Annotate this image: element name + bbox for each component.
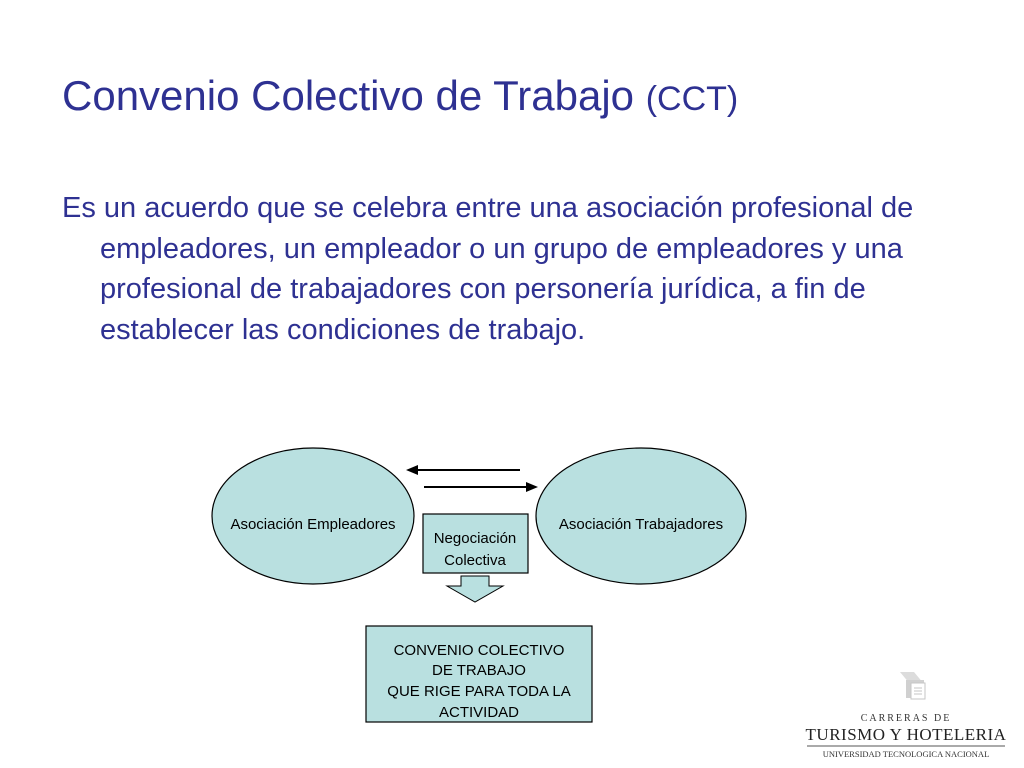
arrow-right <box>424 482 538 492</box>
result-line-3: QUE RIGE PARA TODA LA <box>387 683 571 700</box>
employers-node <box>212 448 414 584</box>
cct-result-box <box>366 626 592 722</box>
negotiation-label-line1: Negociación <box>433 530 517 547</box>
workers-node <box>536 448 746 584</box>
result-line-2: DE TRABAJO <box>432 662 526 679</box>
result-line-1: CONVENIO COLECTIVO <box>393 642 565 659</box>
negotiation-box <box>423 514 528 573</box>
arrow-left <box>406 465 520 475</box>
result-line-4: ACTIVIDAD <box>438 704 520 721</box>
negotiation-label-line2: Colectiva <box>444 552 506 569</box>
definition-text: Es un acuerdo que se celebra entre una asociación profesional de empleadores, un empleador o un grupo de empleadores y una profesional de trabajadores con personería jurídica, a fin de establecer las condiciones de trabajo. <box>62 192 914 346</box>
logo-line3: UNIVERSIDAD TECNOLOGICA NACIONAL <box>822 749 990 759</box>
logo-line1: CARRERAS DE <box>860 713 952 724</box>
logo <box>806 672 1007 759</box>
book-icon <box>900 672 925 699</box>
down-arrow <box>447 576 503 602</box>
employers-label: Asociación Empleadores <box>230 516 396 533</box>
logo-line2: TURISMO Y HOTELERIA <box>805 725 1007 744</box>
workers-label: Asociación Trabajadores <box>558 516 724 533</box>
title-abbreviation: (CCT) <box>645 80 739 118</box>
title-main: Convenio Colectivo de Trabajo <box>62 72 646 119</box>
